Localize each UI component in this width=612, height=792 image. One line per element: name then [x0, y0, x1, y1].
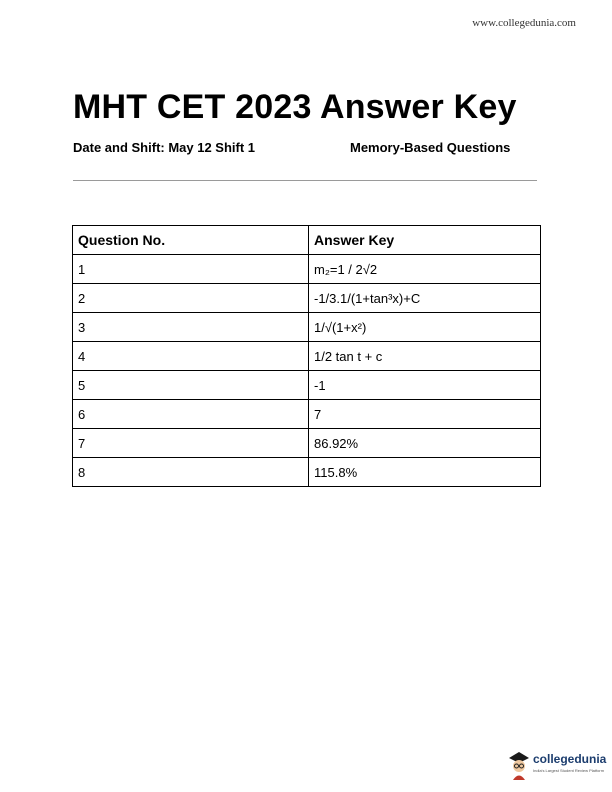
collegedunia-logo[interactable] [506, 748, 608, 782]
table-header-row [73, 226, 541, 255]
answer-value: 1/2 tan t + c [309, 342, 541, 371]
site-url[interactable]: www.collegedunia.com [472, 17, 576, 29]
answer-key-table [72, 225, 541, 487]
page-title: MHT CET 2023 Answer Key [73, 88, 517, 126]
memory-based-label: Memory-Based Questions [350, 140, 511, 155]
answer-value: -1/3.1/(1+tan³x)+C [309, 284, 541, 313]
answer-value: 115.8% [309, 458, 541, 487]
answer-value: 86.92% [309, 429, 541, 458]
question-number: 3 [73, 313, 309, 342]
table-row [73, 313, 541, 342]
question-number: 6 [73, 400, 309, 429]
column-header-answer: Answer Key [309, 226, 541, 255]
answer-value: -1 [309, 371, 541, 400]
table-row [73, 429, 541, 458]
table-row [73, 342, 541, 371]
answer-value: 7 [309, 400, 541, 429]
answer-value: m₂=1 / 2√2 [309, 255, 541, 284]
question-number: 4 [73, 342, 309, 371]
table-row [73, 284, 541, 313]
question-number: 2 [73, 284, 309, 313]
question-number: 8 [73, 458, 309, 487]
brand-name: collegedunia [533, 752, 607, 766]
table-row [73, 371, 541, 400]
brand-tagline: India's Largest Student Review Platform [533, 768, 605, 773]
answer-value: 1/√(1+x²) [309, 313, 541, 342]
question-number: 1 [73, 255, 309, 284]
question-number: 5 [73, 371, 309, 400]
column-header-question: Question No. [73, 226, 309, 255]
question-number: 7 [73, 429, 309, 458]
table-row [73, 255, 541, 284]
student-mascot-icon [506, 748, 532, 780]
date-shift-label: Date and Shift: May 12 Shift 1 [73, 140, 256, 155]
divider [73, 180, 537, 181]
table-row [73, 400, 541, 429]
table-row [73, 458, 541, 487]
